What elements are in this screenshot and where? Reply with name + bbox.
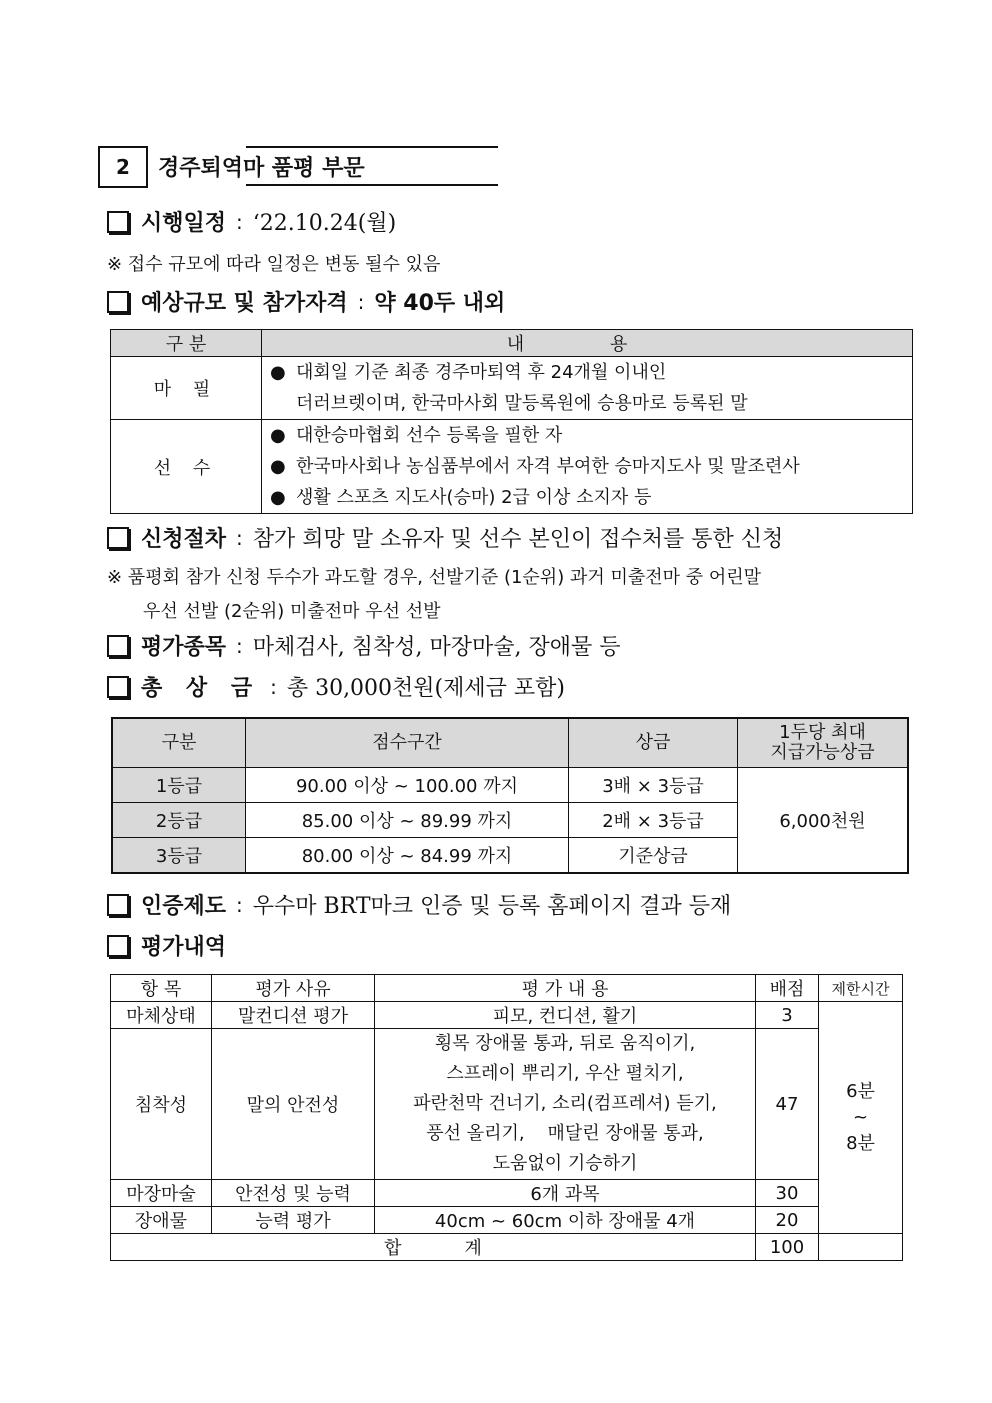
reason-cell: 말컨디션 평가: [212, 1002, 375, 1029]
schedule-label: 시행일정: [141, 211, 227, 236]
eval-details-label: 평가내역: [141, 935, 227, 960]
schedule-note: ※ 접수 규모에 따라 일정은 변동 될수 있음: [107, 254, 441, 275]
prize-label: 총 상 금: [141, 676, 261, 701]
reason-cell: 능력 평가: [212, 1207, 375, 1234]
total-score: 100: [756, 1234, 819, 1261]
content-cell: 횡목 장애물 통과, 뒤로 움직이기, 스프레이 뿌리기, 우산 펼치기, 파란천막 건너기, 소리(컴프레셔) 듣기, 풍선 올리기, 매달린 장애물 통과, 도움없이 기승하기: [375, 1029, 756, 1180]
eval-details-line: [107, 930, 226, 961]
prize-cell: 3배 × 3등급: [569, 768, 738, 803]
table-header: 평가 사유: [212, 975, 375, 1002]
time-limit-cell: 6분 ~ 8분: [819, 1002, 903, 1234]
checkbox-icon: [107, 527, 129, 549]
content-cell: 6개 과목: [375, 1180, 756, 1207]
total-label: 합 계: [111, 1234, 756, 1261]
range-cell: 85.00 이상 ~ 89.99 까지: [246, 803, 569, 838]
item-cell: 마장마술: [111, 1180, 212, 1207]
procedure-line: 신청절차 : 참가 희망 말 소유자 및 선수 본인이 접수처를 통한 신청: [107, 522, 783, 553]
checkbox-icon: [107, 935, 129, 957]
item-cell: 장애물: [111, 1207, 212, 1234]
grade-cell: 1등급: [112, 768, 246, 803]
evaluation-items-line: 평가종목 : 마체검사, 침착성, 마장마술, 장애물 등: [107, 630, 621, 661]
table-header: 구 분: [111, 330, 262, 357]
grade-cell: 3등급: [112, 838, 246, 874]
table-header: 배점: [756, 975, 819, 1002]
prize-cell: 기준상금: [569, 838, 738, 874]
score-cell: 20: [756, 1207, 819, 1234]
row-key: 선 수: [111, 420, 262, 514]
table-header: 구분: [112, 718, 246, 768]
range-cell: 90.00 이상 ~ 100.00 까지: [246, 768, 569, 803]
schedule-line: 시행일정 : ‘22.10.24(월): [107, 206, 396, 237]
checkbox-icon: [107, 676, 129, 698]
row-content: ● 대한승마협회 선수 등록을 필한 자 ● 한국마사회나 농심품부에서 자격 부여한 승마지도사 및 말조련사 ● 생활 스포츠 지도사(승마) 2급 이상 소지자 등: [262, 420, 913, 514]
table-header: 제한시간: [819, 975, 903, 1002]
bullet-icon: ●: [270, 456, 286, 477]
scale-label: 예상규모 및 참가자격: [141, 291, 348, 316]
certification-value: 우수마 BRT마크 인증 및 등록 홈페이지 결과 등재: [252, 894, 732, 919]
procedure-value: 참가 희망 말 소유자 및 선수 본인이 접수처를 통한 신청: [252, 527, 784, 552]
prize-value: 총 30,000천원(제세금 포함): [286, 676, 565, 701]
section-title: 경주퇴역마 품평 부문: [158, 156, 365, 181]
evaluation-table: [110, 974, 903, 1261]
score-cell: 30: [756, 1180, 819, 1207]
table-header: 점수구간: [246, 718, 569, 768]
checkbox-icon: [107, 894, 129, 916]
checkbox-icon: [107, 635, 129, 657]
grade-cell: 2등급: [112, 803, 246, 838]
content-cell: 피모, 컨디션, 활기: [375, 1002, 756, 1029]
procedure-label: 신청절차: [141, 527, 227, 552]
table-header: 평 가 내 용: [375, 975, 756, 1002]
max-prize-cell: 6,000천원: [738, 768, 909, 874]
scale-value: 약 40두 내외: [374, 291, 506, 316]
score-cell: 47: [756, 1029, 819, 1180]
reason-cell: 말의 안전성: [212, 1029, 375, 1180]
procedure-note-line2: 우선 선발 (2순위) 미출전마 우선 선발: [143, 601, 441, 622]
item-cell: 침착성: [111, 1029, 212, 1180]
certification-label: 인증제도: [141, 894, 227, 919]
bullet-icon: ●: [270, 487, 286, 508]
section-number: 2: [98, 146, 148, 188]
reason-cell: 안전성 및 능력: [212, 1180, 375, 1207]
qualification-table: [110, 329, 913, 514]
table-header: 1두당 최대 지급가능상금: [738, 718, 909, 768]
evaluation-items-value: 마체검사, 침착성, 마장마술, 장애물 등: [252, 635, 621, 660]
evaluation-items-label: 평가종목: [141, 635, 227, 660]
checkbox-icon: [107, 211, 129, 233]
schedule-value: ‘22.10.24(월): [252, 211, 397, 236]
prize-cell: 2배 × 3등급: [569, 803, 738, 838]
section-header: [98, 146, 488, 186]
prize-table: [111, 717, 909, 874]
total-empty-cell: [819, 1234, 903, 1261]
table-header: 내 용: [262, 330, 913, 357]
prize-line: 총 상 금 : 총 30,000천원(제세금 포함): [107, 671, 565, 702]
table-header: 항 목: [111, 975, 212, 1002]
range-cell: 80.00 이상 ~ 84.99 까지: [246, 838, 569, 874]
score-cell: 3: [756, 1002, 819, 1029]
checkbox-icon: [107, 291, 129, 313]
content-cell: 40cm ~ 60cm 이하 장애물 4개: [375, 1207, 756, 1234]
table-header: 상금: [569, 718, 738, 768]
scale-line: 예상규모 및 참가자격 : 약 40두 내외: [107, 286, 505, 317]
bullet-icon: ●: [270, 362, 286, 383]
bullet-icon: ●: [270, 425, 286, 446]
procedure-note-line1: ※ 품평회 참가 신청 두수가 과도할 경우, 선발기준 (1순위) 과거 미출전마 중 어린말: [107, 567, 761, 588]
certification-line: 인증제도 : 우수마 BRT마크 인증 및 등록 홈페이지 결과 등재: [107, 889, 731, 920]
item-cell: 마체상태: [111, 1002, 212, 1029]
row-content: ● 대회일 기준 최종 경주마퇴역 후 24개월 이내인 더러브렛이며, 한국마사회 말등록원에 승용마로 등록된 말: [262, 357, 913, 420]
row-key: 마 필: [111, 357, 262, 420]
